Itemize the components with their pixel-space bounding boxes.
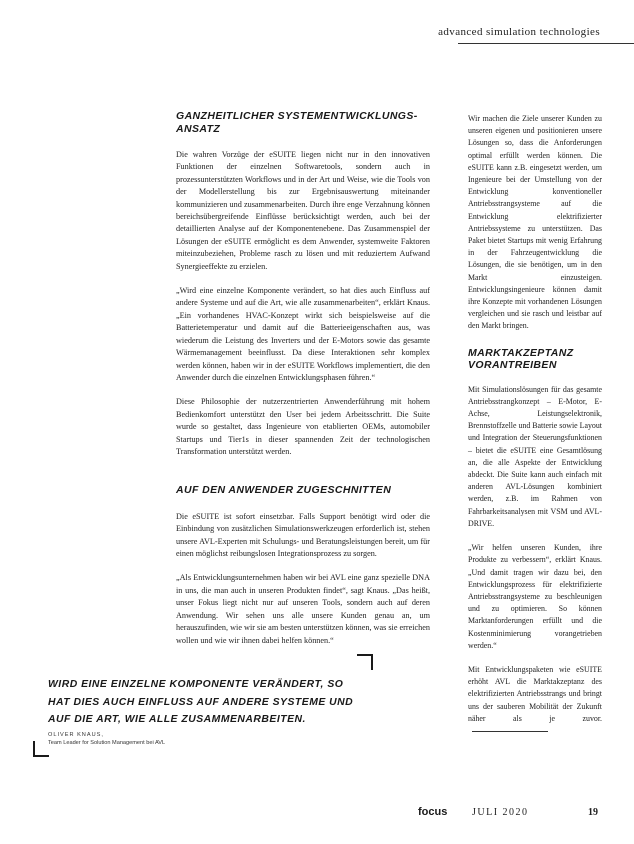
article-paragraph: Wir machen die Ziele unserer Kunden zu unseren eigenen und positionieren unsere Lösungen so, dass die Anforderungen optimal erfüllt werden können. Die eSUITE kann z.B. eingesetzt werden, um Ingenieure bei der Umstellung von der Entwicklung konventioneller Antriebsstrangsysteme auf die Entwicklung elektrifizierter Antriebssysteme zu unterstützen. Das Paket bietet Startups mit wenig Erfahrung in der Fahrzeugentwicklung die Lösungen, die sie benötigen, um in den Markt einzusteigen. Entwicklungsingenieure können damit ihre Konzepte mit vorhandenen Lösungen vergleichen und sie rasch und leistbar auf den Markt bringen. <box>468 114 602 331</box>
section-heading-systementwicklung: GANZHEITLICHER SYSTEMENTWICKLUNGS-ANSATZ <box>176 110 418 135</box>
quote-bracket-bottom-left <box>33 741 49 757</box>
article-paragraph: Diese Philosophie der nutzerzentrierten Anwenderführung mit hohem Bedienkomfort unterstützt den User bei jedem Arbeitsschritt. Die Suite wurde so gestaltet, dass Ingenieure von etablierten OEMs, automobiler Startups und Tier1s in dieser spannenden Zeit der technologischen Transformation unterstützt werden. <box>176 397 430 456</box>
page-number: 19 <box>588 807 598 818</box>
main-article-column <box>176 110 430 659</box>
header-divider <box>458 43 634 44</box>
right-article-column <box>468 113 602 749</box>
article-paragraph: Mit Simulationslösungen für das gesamte Antriebsstrangkonzept – E-Motor, E-Achse, Leistungselektronik, Brennstoffzelle und Batterie sowie Layout und Integration der Steuerungsfunktionen – bietet die eSUITE eine Gesamtlösung an, die alle Aspekte der Entwicklung abdeckt. Die Suite kann auch einfach mit anderen AVL-Lösungen kombiniert werden, z.B. im Rahmen von Fahrbarkeitsanalysen mit VSM und AVL-DRIVE. <box>468 384 602 528</box>
article-closing-paragraph <box>468 664 602 737</box>
section-heading-marktakzeptanz: MARKTAKZEPTANZ VORANTREIBEN <box>468 346 574 372</box>
pull-quote-attribution <box>48 732 165 747</box>
magazine-section-title: advanced simulation technologies <box>438 26 600 38</box>
article-paragraph: „Als Entwicklungsunternehmen haben wir bei AVL eine ganz spezielle DNA in uns, die man auch in unseren Produkten findet“, sagt Knaus. „Das heißt, unser Fokus liegt nicht nur auf unseren Tools, sondern auch auf deren Anwendung. Wir sehen uns alle unsere Kunden genau an, um herauszufinden, wie wir sie am besten unterstützen können, was sie erreichen wollen und wie wir ihnen dabei helfen können.“ <box>176 573 430 645</box>
issue-date: JULI 2020 <box>472 807 529 818</box>
section-heading-anwender: AUF DEN ANWENDER ZUGESCHNITTEN <box>176 484 392 497</box>
quote-author-name: OLIVER KNAUS, <box>48 732 104 738</box>
article-paragraph: Die wahren Vorzüge der eSUITE liegen nicht nur in den innovativen Funktionen der einzelnen Softwaretools, sondern auch in prozessunterstützten Workflows und in der Art und Weise, wie die Tools von der Modellerstellung bis zur Ergebnisauswertung miteinander kommunizieren und zusammenarbeiten. Durch ihre enge Verzahnung können bereichsübergreifende Einflüsse berücksichtigt werden, auch bei der detaillierten Analyse auf der Komponentenebene. Das Zusammenspiel der Lösungen der eSUITE ermöglicht es dem Anwender, systemweite Faktoren miteinzubeziehen, Probleme rasch zu lösen und mit reduziertem Aufwand Synergieeffekte zu erzielen. <box>176 150 430 271</box>
magazine-brand-logo: focus <box>418 806 448 818</box>
article-paragraph: „Wir helfen unseren Kunden, ihre Produkte zu verbessern“, erklärt Knaus. „Und damit tragen wir dazu bei, den Entwicklungsprozess für elektrifizierte Antriebsstrangsysteme zu beschleunigen und zu optimieren. So können Marktanforderungen erfüllt und die Kostenminimierung vorangetrieben werden.“ <box>468 543 602 650</box>
article-paragraph: „Wird eine einzelne Komponente verändert, so hat dies auch Einfluss auf andere Systeme und auf die Art, wie alle zusammenarbeiten“, erklärt Knaus. „Ein vorhandenes HVAC-Konzept wirkt sich beispielsweise auf die Batterietemperatur und damit auf die Batterieeigenschaften aus, was wiederum die Leistung des Inverters und der E-Motors sowie das gesamte Wärmemanagement beeinflusst. Da diese Interaktionen sehr komplex werden können, haben wir in der eSUITE Workflows implementiert, die den Anwender durch die einzelnen Entwicklungsphasen führen.“ <box>176 286 430 382</box>
pull-quote: WIRD EINE EINZELNE KOMPONENTE VERÄNDERT, SO HAT DIES AUCH EINFLUSS AUF ANDERE SYSTEME UND AUF DIE ART, WIE ALLE ZUSAMMENARBEITEN. <box>48 679 354 725</box>
closing-paragraph-text: Mit Entwicklungspaketen wie eSUITE erhöht AVL die Marktakzeptanz des elektrifizierten Antriebsstrangs und bringt uns der sauberen Mobilität der Zukunft näher als je zuvor. <box>468 664 602 723</box>
article-paragraph: Die eSUITE ist sofort einsetzbar. Falls Support benötigt wird oder die Einbindung von zusätzlichen Simulationswerkzeugen erforderlich ist, stehen unsere AVL-Experten mit Schulungs- und Beratungsleistungen bereit, um für einen möglichst reibungslosen Integrationsprozess zu sorgen. <box>176 511 430 559</box>
quote-author-role: Team Leader for Solution Management bei AVL <box>48 739 166 746</box>
quote-bracket-top-right <box>357 654 373 670</box>
end-of-article-rule <box>472 731 548 732</box>
